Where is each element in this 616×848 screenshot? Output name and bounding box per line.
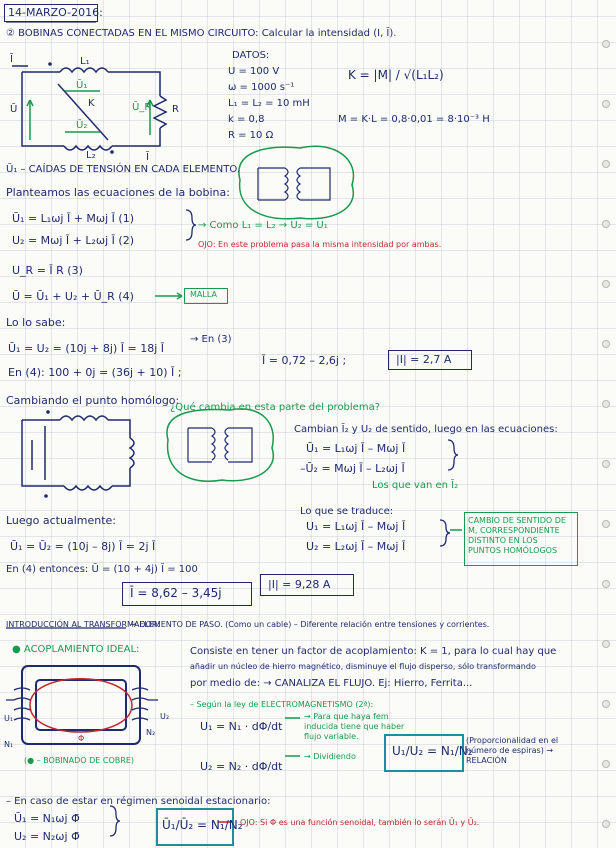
equation-6: Ū₁ = Ū₂ = (10j – 8j) Ī = 2j Ī bbox=[10, 540, 156, 553]
date-label: 14-MARZO-2016: bbox=[8, 6, 103, 19]
ratio-formula-2: Ū₁/Ū₂ = N₁/N₂ bbox=[162, 818, 243, 832]
current-return-label: Ī bbox=[146, 152, 149, 163]
malla-tag: MALLA bbox=[190, 290, 217, 299]
resistor-label: R bbox=[172, 104, 179, 115]
ratio-formula: U₁/U₂ = N₁/N₂ bbox=[392, 744, 473, 758]
equation-a: Ū₁ = L₁ωj Ī – Mωj Ī bbox=[306, 442, 406, 455]
dato-u: U = 100 V bbox=[228, 66, 280, 77]
equation-1: Ū₁ = L₁ωj Ī + Mωj Ī (1) bbox=[12, 212, 135, 225]
m-calculation: M = K·L = 0,8·0,01 = 8·10⁻³ H bbox=[338, 114, 490, 125]
note-plantear: Planteamos las ecuaciones de la bobina: bbox=[6, 186, 230, 199]
equation-5: Ū₁ = U₂ = (10j + 8j) Ī = 18j Ī bbox=[8, 342, 164, 355]
u1-faraday: U₁ = N₁ · dΦ/dt bbox=[200, 720, 283, 733]
dato-l: L₁ = L₂ = 10 mH bbox=[228, 98, 310, 109]
transformer-bubble-2 bbox=[167, 409, 273, 481]
inductor-l1-label: L₁ bbox=[80, 56, 90, 67]
problem-statement: ② BOBINAS CONECTADAS EN EL MISMO CIRCUITO: Calcular la intensidad (I, Ī). bbox=[6, 28, 397, 39]
k-formula: K = |M| / √(L₁L₂) bbox=[348, 68, 444, 82]
ideal-heading: ● ACOPLAMIENTO IDEAL: bbox=[12, 644, 140, 655]
note-caidas: Ū₁ – CAÍDAS DE TENSIÓN EN CADA ELEMENTO. bbox=[6, 164, 241, 175]
consiste-line-1: Consiste en tener un factor de acoplamiento: K = 1, para lo cual hay que bbox=[190, 646, 557, 657]
note-luego: Luego actualmente: bbox=[6, 514, 116, 527]
current-result-2: Ī = 8,62 – 3,45j bbox=[130, 586, 222, 600]
flux-label: Φ bbox=[78, 734, 85, 743]
voltage-u1-label: Ū₁ bbox=[76, 80, 88, 91]
cambio-note: CAMBIO DE SENTIDO DE M, CORRESPONDIENTE DISTINTO EN LOS PUNTOS HOMÓLOGOS bbox=[468, 516, 566, 555]
voltage-u1-core-label: U₁ bbox=[4, 714, 14, 723]
section-2-note: → ELEMENTO DE PASO. (Como un cable) – Diferente relación entre tensiones y corrientes. bbox=[130, 620, 490, 629]
proportionality-note: (Proporcionalidad en el número de espiras) → RELACIÓN bbox=[466, 736, 559, 765]
note-los-que: Los que van en Ī₂ bbox=[372, 480, 459, 491]
section-2-title: INTRODUCCIÓN AL TRANSFORMADOR: bbox=[6, 620, 160, 629]
current-label: Ī bbox=[10, 54, 13, 65]
equation-d: U₂ = L₂ωj Ī – Mωj Ī bbox=[306, 540, 406, 553]
voltage-u-label: Ū bbox=[10, 104, 18, 115]
fem-note: → Para que haya fem inducida tiene que haber flujo variable. bbox=[304, 712, 405, 741]
faraday-note: – Según la ley de ELECTROMAGNETISMO (2ª): bbox=[190, 700, 374, 709]
u2-faraday: U₂ = N₂ · dΦ/dt bbox=[200, 760, 283, 773]
inductor-l2-label: L₂ bbox=[86, 150, 96, 161]
note-ojo-1: OJO: En este problema pasa la misma intensidad por ambas. bbox=[198, 240, 442, 249]
circuit-2-diagram bbox=[22, 416, 134, 490]
notebook-holes bbox=[602, 0, 610, 848]
equation-en4: En (4): 100 + 0j = (36j + 10) Ī ; bbox=[8, 366, 182, 379]
consiste-line-3: por medio de: → CANALIZA EL FLUJO. Ej: Hierro, Ferrita... bbox=[190, 678, 473, 689]
datos-title: DATOS: bbox=[232, 50, 270, 61]
bobinado-note: (● – BOBINADO DE COBRE) bbox=[24, 756, 134, 765]
winding-n1-label: N₁ bbox=[4, 740, 14, 749]
note-cambiando: Cambiando el punto homólogo: bbox=[6, 394, 180, 407]
coupling-k-label: K bbox=[88, 98, 95, 109]
equation-5-tag: → En (3) bbox=[190, 334, 232, 345]
note-cambian: Cambian Ī₂ y U₂ de sentido, luego en las ecuaciones: bbox=[294, 424, 558, 435]
equation-2: U₂ = Mωj Ī + L₂ωj Ī (2) bbox=[12, 234, 135, 247]
dividiendo-note: → Dividiendo bbox=[304, 752, 356, 761]
dato-w: ω = 1000 s⁻¹ bbox=[228, 82, 295, 93]
current-modulus: |I| = 2,7 A bbox=[396, 353, 452, 366]
equation-b: –Ū₂ = Mωj Ī – L₂ωj Ī bbox=[300, 462, 405, 475]
voltage-ur-label: Ū_R bbox=[132, 102, 152, 113]
dato-k: k = 0,8 bbox=[228, 114, 265, 125]
current-result: Ī = 0,72 – 2,6j ; bbox=[262, 354, 347, 367]
current-modulus-2: |I| = 9,28 A bbox=[268, 578, 331, 591]
winding-n2-label: N₂ bbox=[146, 728, 156, 737]
voltage-u2-core-label: U₂ bbox=[160, 712, 170, 721]
note-que-cambia: ¿Qué cambia en esta parte del problema? bbox=[170, 402, 381, 413]
transformer-bubble-1 bbox=[239, 146, 354, 219]
equation-3: U_R = Ī R (3) bbox=[12, 264, 83, 277]
note-como: → Como L₁ = L₂ → U₂ = U₁ bbox=[198, 220, 328, 231]
transformer-core-diagram bbox=[6, 666, 158, 744]
voltage-u2-label: Ū₂ bbox=[76, 120, 88, 131]
consiste-line-2: añadir un núcleo de hierro magnético, disminuye el flujo disperso, sólo transformando bbox=[190, 662, 536, 671]
note-lo-sabe: Lo lo sabe: bbox=[6, 316, 66, 329]
phasor-u2: U₂ = N₂ωj Φ̄ bbox=[14, 830, 80, 843]
equation-c: U₁ = L₁ωj Ī – Mωj Ī bbox=[306, 520, 406, 533]
note-lo-que: Lo que se traduce: bbox=[300, 506, 394, 517]
note-ojo-2: OJO: Si Φ es una función senoidal, también lo serán Ū₁ y Ū₂. bbox=[240, 818, 480, 827]
dato-r: R = 10 Ω bbox=[228, 130, 274, 141]
equation-4: Ū = Ū₁ + U₂ + Ū_R (4) bbox=[12, 290, 134, 303]
equation-en4b: En (4) entonces: Ū = (10 + 4j) Ī = 100 bbox=[6, 564, 198, 575]
fasorial-note: – En caso de estar en régimen senoidal estacionario: bbox=[6, 796, 271, 807]
phasor-u1: Ū₁ = N₁ωj Φ̄ bbox=[14, 812, 80, 825]
